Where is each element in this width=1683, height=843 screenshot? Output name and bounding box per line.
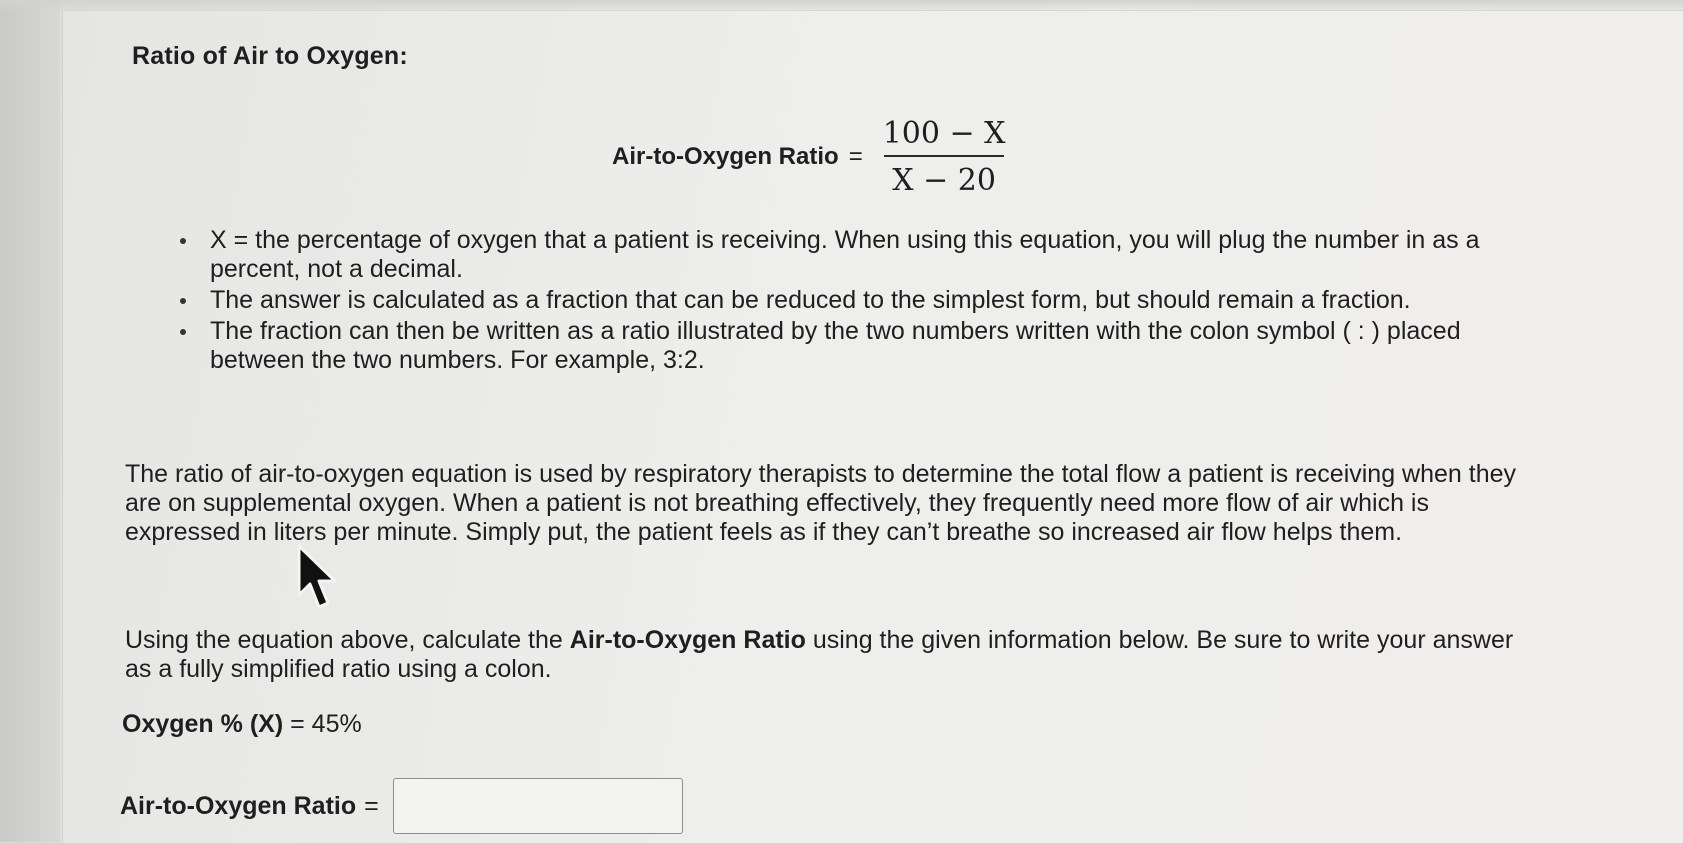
task-text-start: Using the equation above, calculate the (125, 626, 570, 654)
answer-label: Air-to-Oxygen Ratio (120, 791, 357, 820)
bullet-item (176, 286, 1496, 315)
context-paragraph: The ratio of air-to-oxygen equation is used by respiratory therapists to determine the total flow a patient is receiving when they are on supplemental oxygen. When a patient is not breathing effectively, they frequently need more flow of air which is expressed in liters per minute. Simply put, the patient feels as if they can’t breathe so increased air flow helps them. (125, 460, 1517, 546)
bullet-item (176, 317, 1496, 375)
equation-label: Air-to-Oxygen Ratio (612, 143, 839, 170)
bullet-text: X = the percentage of oxygen that a patient is receiving. When using this equation, you will plug the number in as a percent, not a decimal. (210, 226, 1480, 283)
bullet-dot-icon (180, 329, 186, 335)
fraction-denominator: X − 20 (892, 163, 996, 198)
bullet-dot-icon (180, 298, 186, 304)
bullet-text: The answer is calculated as a fraction that can be reduced to the simplest form, but should remain a fraction. (210, 286, 1411, 314)
equation-equals-sign: = (848, 143, 863, 170)
given-value: 45% (311, 710, 362, 738)
answer-row (120, 778, 683, 834)
answer-input[interactable] (393, 778, 683, 834)
fraction-numerator: 100 − X (882, 116, 1006, 151)
equation-fraction (877, 116, 1012, 198)
task-paragraph (125, 626, 1525, 684)
task-text-bold: Air-to-Oxygen Ratio (569, 626, 806, 654)
bullet-item (176, 226, 1496, 284)
instruction-bullet-list (176, 226, 1496, 377)
answer-equals-sign: = (364, 791, 379, 820)
given-oxygen-percent (122, 710, 362, 739)
given-label: Oxygen % (X) (122, 710, 284, 738)
ratio-equation (612, 112, 1012, 202)
given-equals-sign: = (290, 710, 305, 738)
question-heading: Ratio of Air to Oxygen: (132, 42, 408, 70)
bullet-text: The fraction can then be written as a ratio illustrated by the two numbers written with the colon symbol ( : ) placed between the two numbers. For example, 3:2. (210, 317, 1461, 374)
task-text-end: using the given information below. Be sure to write your answer as a fully simplified ratio using a colon. (125, 626, 1514, 683)
mouse-pointer-icon (296, 543, 340, 613)
bullet-dot-icon (180, 238, 186, 244)
